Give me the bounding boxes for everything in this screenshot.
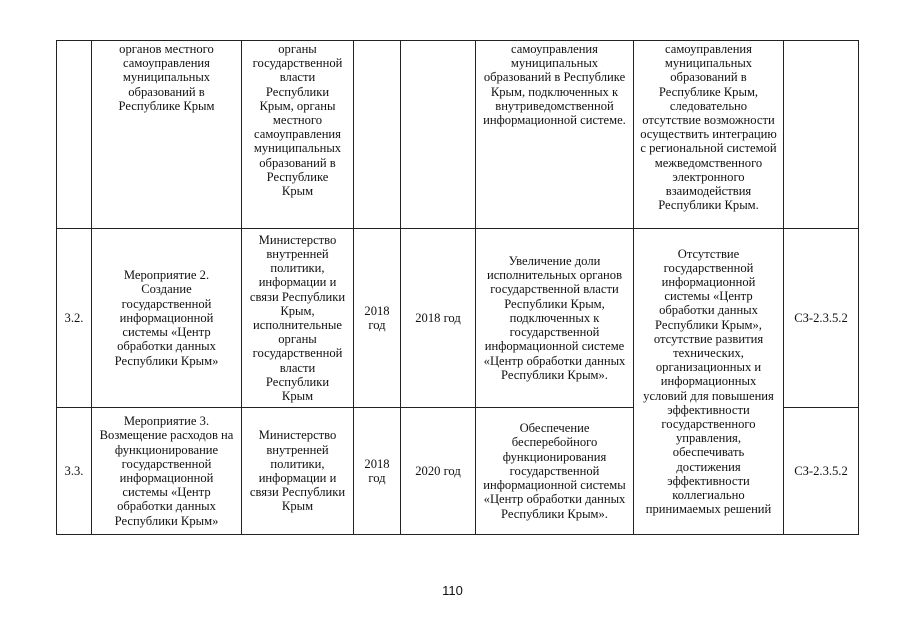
table-row: [57, 229, 859, 408]
cell-indicator: Увеличение доли исполнительных органов государственной власти Республики Крым, подключенных к государственной информационной системе «Центр обработки данных Республики Крым».: [476, 229, 634, 408]
cell-event: органов местного самоуправления муниципальных образований в Республике Крым: [92, 41, 242, 229]
cell-responsible: Министерство внутренней политики, информации и связи Республики Крым, исполнительные органы государственной власти Республики Крым: [242, 229, 354, 408]
cell-code: [784, 41, 859, 229]
cell-number: [57, 41, 92, 229]
cell-risk: самоуправления муниципальных образований в Республике Крым, следовательно отсутствие возможности осуществить интеграцию с региональной системой межведомственного электронного взаимодействия Республики Крым.: [634, 41, 784, 229]
cell-start-year: [354, 41, 401, 229]
table-row-continuation: [57, 41, 859, 229]
cell-end-year: 2020 год: [401, 408, 476, 535]
cell-end-year: 2018 год: [401, 229, 476, 408]
cell-indicator: самоуправления муниципальных образований в Республике Крым, подключенных к внутриведомственной информационной системе.: [476, 41, 634, 229]
cell-responsible: органы государственной власти Республики Крым, органы местного самоуправления муниципальных образований в Республике Крым: [242, 41, 354, 229]
cell-number: 3.3.: [57, 408, 92, 535]
cell-risk-merged: Отсутствие государственной информационной системы «Центр обработки данных Республики Крым», отсутствие развития технических, организационных и информационных условий для повышения эффективности государственного управления, обеспечивать достижения эффективности коллегиально принимаемых решений: [634, 229, 784, 535]
cell-indicator: Обеспечение бесперебойного функционирования государственной информационной системы «Центр обработки данных Республики Крым».: [476, 408, 634, 535]
cell-code: СЗ-2.3.5.2: [784, 229, 859, 408]
cell-number: 3.2.: [57, 229, 92, 408]
cell-start-year: 2018 год: [354, 229, 401, 408]
cell-event: Мероприятие 3. Возмещение расходов на функционирование государственной информационной системы «Центр обработки данных Республики Крым»: [92, 408, 242, 535]
cell-start-year: 2018 год: [354, 408, 401, 535]
cell-code: СЗ-2.3.5.2: [784, 408, 859, 535]
cell-end-year: [401, 41, 476, 229]
cell-responsible: Министерство внутренней политики, информации и связи Республики Крым: [242, 408, 354, 535]
cell-event: Мероприятие 2. Создание государственной информационной системы «Центр обработки данных Республики Крым»: [92, 229, 242, 408]
page-number: 110: [442, 583, 463, 598]
measures-table: [56, 40, 859, 535]
